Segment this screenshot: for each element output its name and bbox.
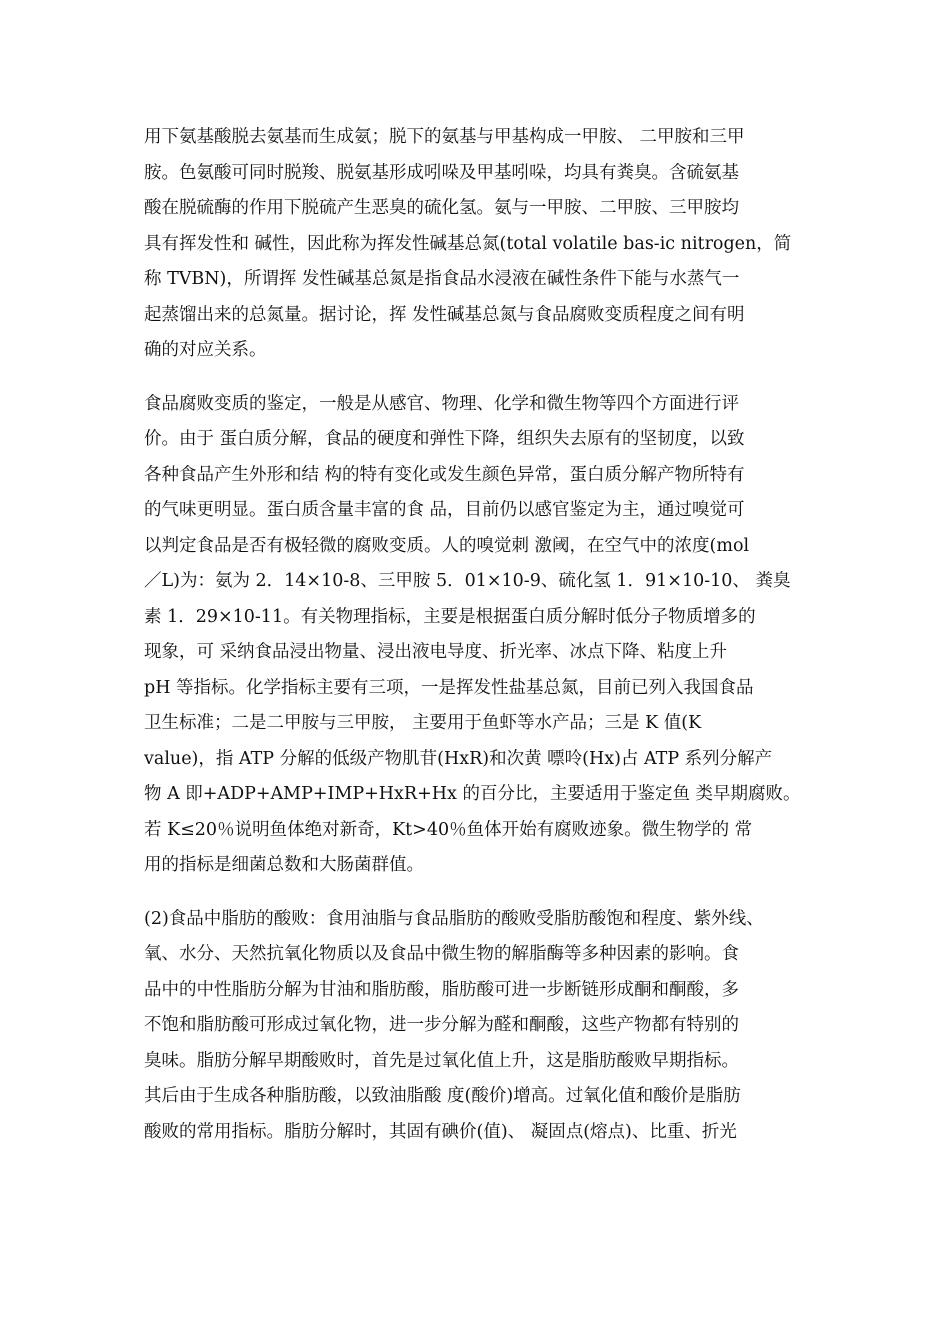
text-line: 品中的中性脂肪分解为甘油和脂肪酸，脂肪酸可进一步断链形成酮和酮酸，多: [144, 979, 739, 1000]
paragraph-tvbn: [144, 120, 814, 369]
text-line: 具有挥发性和 碱性，因此称为挥发性碱基总氮(total volatile bas-ic nitrogen，简: [144, 233, 792, 254]
text-line: 用的指标是细菌总数和大肠菌群值。: [144, 855, 424, 875]
text-line: 氧、水分、天然抗氧化物质以及食品中微生物的解脂酶等多种因素的影响。食: [144, 944, 739, 964]
text-line: (2)食品中脂肪的酸败：食用油脂与食品脂肪的酸败受脂肪酸饱和程度、紫外线、: [144, 908, 764, 929]
text-line: pH 等指标。化学指标主要有三项，一是挥发性盐基总氮，目前已列入我国食品: [144, 677, 754, 698]
paragraph-gap: [144, 884, 814, 902]
text-line: 酸败的常用指标。脂肪分解时，其固有碘价(值)、 凝固点(熔点)、比重、折光: [144, 1121, 737, 1142]
text-line: 各种食品产生外形和结 构的特有变化或发生颜色异常，蛋白质分解产物所特有: [144, 464, 745, 485]
paragraph-fat-rancidity: [144, 902, 814, 1151]
text-line: 食品腐败变质的鉴定，一般是从感官、物理、化学和微生物等四个方面进行评: [144, 393, 739, 414]
paragraph-gap: [144, 369, 814, 387]
text-line: 确的对应关系。: [144, 340, 267, 360]
text-line: 价。由于 蛋白质分解，食品的硬度和弹性下降，组织失去原有的坚韧度，以致: [144, 429, 745, 449]
text-line: 若 K≤20％说明鱼体绝对新奇，Kt>40％鱼体开始有腐败迹象。微生物学的 常: [144, 819, 753, 840]
text-line: 胺。色氨酸可同时脱羧、脱氨基形成吲哚及甲基吲哚，均具有粪臭。含硫氨基: [144, 162, 739, 183]
text-line: 称 TVBN)，所谓挥 发性碱基总氮是指食品水浸液在碱性条件下能与水蒸气一: [144, 269, 740, 289]
text-line: 卫生标准；二是二甲胺与三甲胺， 主要用于鱼虾等水产品；三是 K 值(K: [144, 713, 702, 733]
document-body: [144, 120, 814, 1150]
text-line: ／L)为：氨为 2．14×10-8、三甲胺 5．01×10-9、硫化氢 1．91×10-10、 粪臭: [144, 571, 791, 591]
text-line: 起蒸馏出来的总氮量。据讨论，挥 发性碱基总氮与食品腐败变质程度之间有明: [144, 304, 745, 325]
text-line: 现象，可 采纳食品浸出物量、浸出液电导度、折光率、冰点下降、粘度上升: [144, 642, 728, 662]
text-line: 的气味更明显。蛋白质含量丰富的食 品，目前仍以感官鉴定为主，通过嗅觉可: [144, 500, 745, 520]
text-line: 其后由于生成各种脂肪酸，以致油脂酸 度(酸价)增高。过氧化值和酸价是脂肪: [144, 1086, 741, 1106]
text-line: 不饱和脂肪酸可形成过氧化物，进一步分解为醛和酮酸，这些产物都有特别的: [144, 1015, 739, 1035]
text-line: value)，指 ATP 分解的低级产物肌苷(HxR)和次黄 嘌呤(Hx)占 ATP 系列分解产: [144, 748, 773, 769]
text-line: 酸在脱硫酶的作用下脱硫产生恶臭的硫化氢。氨与一甲胺、二甲胺、三甲胺均: [144, 198, 739, 218]
text-line: 臭味。脂肪分解早期酸败时，首先是过氧化值上升，这是脂肪酸败早期指标。: [144, 1050, 739, 1071]
text-line: 用下氨基酸脱去氨基而生成氨；脱下的氨基与甲基构成一甲胺、 二甲胺和三甲: [144, 127, 745, 147]
text-line: 物 A 即+ADP+AMP+IMP+HxR+Hx 的百分比，主要适用于鉴定鱼 类早期腐败。: [144, 784, 801, 804]
text-line: 以判定食品是否有极轻微的腐败变质。人的嗅觉刺 激阈，在空气中的浓度(mol: [144, 535, 750, 556]
paragraph-spoilage-assessment: [144, 387, 814, 884]
text-line: 素 1．29×10-11。有关物理指标，主要是根据蛋白质分解时低分子物质增多的: [144, 606, 756, 627]
